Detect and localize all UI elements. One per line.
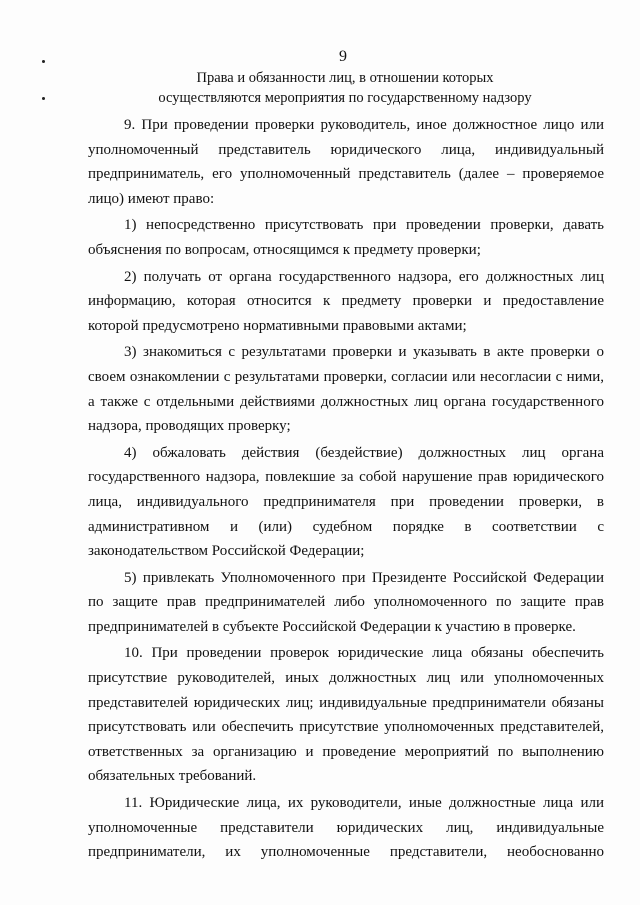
page-number: 9 (339, 48, 347, 65)
section-heading (150, 68, 540, 108)
paragraph-10: 10. При проведении проверок юридические лица обязаны обеспечить присутствие руководителей, иных должностных лиц или уполномоченных представителей юридических лиц; индивидуальные предприниматели обязаны присутствовать или обеспечить присутствие уполномоченных представителей, ответственных за организацию и проведение мероприятий по выполнению обязательных требований. (88, 645, 604, 785)
section-heading-line-1: Права и обязанности лиц, в отношении которых (196, 70, 494, 86)
paragraph-9-item-3: 3) знакомиться с результатами проверки и указывать в акте проверки о своем ознакомлении с результатами проверки, согласии или несогласии с ними, а также с отдельными действиями должностных лиц органа государственного надзора, проводящих проверку; (88, 344, 604, 435)
paragraph-9-item-1: 1) непосредственно присутствовать при проведении проверки, давать объяснения по вопросам, относящимся к предмету проверки; (88, 217, 604, 258)
scan-speck (42, 97, 45, 100)
paragraph-11: 11. Юридические лица, их руководители, иные должностные лица или уполномоченные представители юридических лиц, индивидуальные предприниматели, их уполномоченные представители, необоснованно (88, 795, 604, 861)
section-heading-line-2: осуществляются мероприятия по государственному надзору (158, 90, 532, 106)
paragraph-9-item-4: 4) обжаловать действия (бездействие) должностных лиц органа государственного надзора, повлекшие за собой нарушение прав юридического лица, индивидуального предпринимателя при проведении проверки, в административном и (или) судебном порядке в соответствии с законодательством Российской Федерации; (88, 444, 604, 560)
paragraph-9: 9. При проведении проверки руководитель, иное должностное лицо или уполномоченный представитель юридического лица, индивидуальный предприниматель, его уполномоченный представитель (далее – проверяемое лицо) имеют право: (88, 117, 604, 207)
paragraph-9-item-5: 5) привлекать Уполномоченного при Президенте Российской Федерации по защите прав предпринимателей либо уполномоченного по защите прав предпринимателей в субъекте Российской Федерации к участию в проверке. (88, 569, 604, 635)
document-body (88, 113, 604, 865)
paragraph-9-item-2: 2) получать от органа государственного надзора, его должностных лиц информацию, которая относится к предмету проверки и предоставление которой предусмотрено нормативными правовыми актами; (88, 268, 604, 334)
